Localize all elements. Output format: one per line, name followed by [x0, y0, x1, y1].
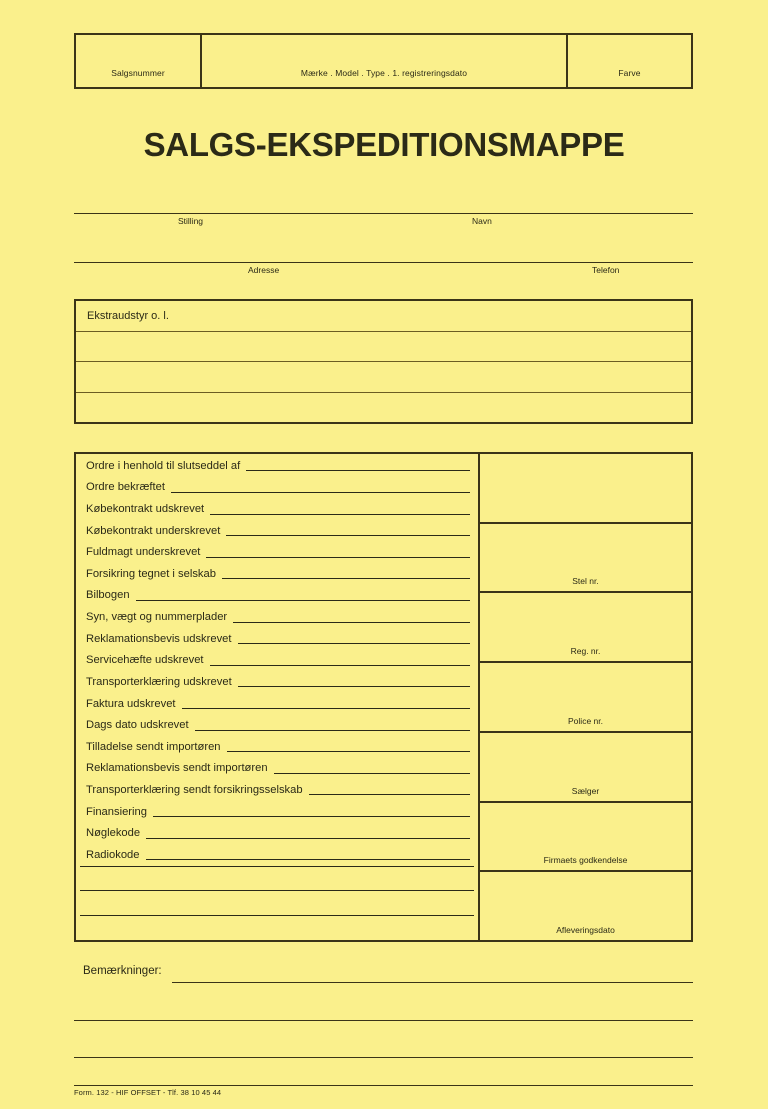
checklist-row[interactable]: [76, 628, 478, 650]
side-box[interactable]: [480, 803, 691, 873]
side-box[interactable]: [480, 524, 691, 594]
header-cell-salgsnummer[interactable]: [76, 35, 202, 87]
side-box[interactable]: [480, 733, 691, 803]
checklist-row-writeline[interactable]: [274, 763, 470, 774]
side-box-label: Police nr.: [568, 715, 603, 726]
checklist-row-writeline[interactable]: [238, 676, 470, 687]
checklist-row-label: Nøglekode: [86, 827, 141, 840]
checklist-row[interactable]: [76, 563, 478, 585]
checklist-row-label: Fuldmagt underskrevet: [86, 546, 201, 559]
field-line-adresse-telefon[interactable]: [74, 262, 693, 263]
checklist-row[interactable]: [76, 541, 478, 563]
field-caption-navn: Navn: [472, 216, 492, 226]
checklist-row-writeline[interactable]: [153, 806, 470, 817]
checklist-row-label: Købekontrakt udskrevet: [86, 503, 205, 516]
checklist-row-label: Radiokode: [86, 848, 140, 861]
checklist-row-writeline[interactable]: [309, 784, 470, 795]
field-line-stilling-navn[interactable]: [74, 213, 693, 214]
checklist-row-writeline[interactable]: [206, 547, 470, 558]
side-box[interactable]: [480, 663, 691, 733]
checklist-blank-rows: [76, 866, 478, 940]
header-strip: [74, 33, 693, 89]
extras-row[interactable]: [76, 362, 691, 393]
extras-row-label: Ekstraudstyr o. l.: [87, 309, 169, 322]
checklist-row[interactable]: [76, 671, 478, 693]
checklist-row-writeline[interactable]: [226, 525, 470, 536]
checklist-row[interactable]: [76, 822, 478, 844]
checklist-row-label: Reklamationsbevis sendt importøren: [86, 762, 268, 775]
checklist-row-writeline[interactable]: [233, 612, 470, 623]
checklist-row-writeline[interactable]: [210, 655, 470, 666]
checklist-blank-row[interactable]: [80, 866, 474, 891]
side-box-label: Afleveringsdato: [556, 925, 615, 936]
side-box-label: Firmaets godkendelse: [543, 855, 628, 866]
checklist-row-writeline[interactable]: [146, 849, 471, 860]
field-caption-telefon: Telefon: [592, 265, 620, 275]
header-label-salgsnummer: Salgsnummer: [111, 68, 165, 78]
checklist-row-writeline[interactable]: [222, 568, 470, 579]
checklist-row[interactable]: [76, 714, 478, 736]
checklist-row-label: Transporterklæring udskrevet: [86, 675, 232, 688]
side-boxes-column: [480, 454, 691, 940]
checklist-row-label: Bilbogen: [86, 589, 130, 602]
remarks-line[interactable]: [74, 1020, 693, 1021]
header-cell-farve[interactable]: [568, 35, 691, 87]
checklist-row[interactable]: [76, 606, 478, 628]
checklist-row[interactable]: [76, 520, 478, 542]
checklist-row-writeline[interactable]: [136, 590, 470, 601]
header-cell-vehicle[interactable]: [202, 35, 568, 87]
checklist-row-writeline[interactable]: [246, 460, 470, 471]
main-table: [74, 452, 693, 942]
form-footer-note: Form. 132 - HIF OFFSET - Tlf. 38 10 45 44: [74, 1088, 222, 1097]
checklist-row[interactable]: [76, 585, 478, 607]
checklist-row-label: Ordre i henhold til slutseddel af: [86, 459, 241, 472]
checklist-row[interactable]: [76, 477, 478, 499]
checklist-row[interactable]: [76, 649, 478, 671]
checklist-row-writeline[interactable]: [238, 633, 470, 644]
side-box-label: Sælger: [571, 785, 600, 796]
checklist-row-writeline[interactable]: [171, 482, 470, 493]
checklist-row[interactable]: [76, 455, 478, 477]
remarks-line[interactable]: [74, 1057, 693, 1058]
checklist-row-writeline[interactable]: [210, 504, 470, 515]
field-caption-adresse: Adresse: [248, 265, 280, 275]
side-box[interactable]: [480, 872, 691, 940]
checklist-row-label: Syn, vægt og nummerplader: [86, 611, 228, 624]
checklist-row-label: Reklamationsbevis udskrevet: [86, 632, 232, 645]
checklist-row-label: Købekontrakt underskrevet: [86, 524, 221, 537]
checklist-row-writeline[interactable]: [195, 720, 470, 731]
extras-row[interactable]: [76, 393, 691, 423]
checklist-row[interactable]: [76, 779, 478, 801]
checklist-blank-row[interactable]: [80, 890, 474, 915]
checklist-row[interactable]: [76, 736, 478, 758]
extras-row[interactable]: [76, 301, 691, 332]
checklist-row[interactable]: [76, 498, 478, 520]
checklist-blank-row[interactable]: [80, 915, 474, 940]
checklist-row[interactable]: [76, 758, 478, 780]
remarks-line[interactable]: [172, 982, 693, 983]
remarks-label: Bemærkninger:: [83, 965, 162, 977]
checklist-row-label: Servicehæfte udskrevet: [86, 654, 204, 667]
checklist-row-label: Ordre bekræftet: [86, 481, 165, 494]
side-box[interactable]: [480, 454, 691, 524]
checklist-row[interactable]: [76, 801, 478, 823]
extras-row[interactable]: [76, 332, 691, 363]
side-box[interactable]: [480, 593, 691, 663]
checklist-row-writeline[interactable]: [146, 828, 470, 839]
checklist-row-label: Transporterklæring sendt forsikringsselskab: [86, 783, 303, 796]
checklist-row[interactable]: [76, 693, 478, 715]
checklist-row-label: Faktura udskrevet: [86, 697, 176, 710]
page-title: SALGS-EKSPEDITIONSMAPPE: [143, 126, 625, 163]
side-box-label: Stel nr.: [572, 576, 599, 587]
checklist-row-label: Finansiering: [86, 805, 147, 818]
remarks-bottom-rule: [74, 1085, 693, 1086]
checklist-row-label: Dags dato udskrevet: [86, 719, 189, 732]
checklist-column: [76, 454, 480, 940]
checklist-row-writeline[interactable]: [227, 741, 470, 752]
side-box-label: Reg. nr.: [570, 646, 601, 657]
checklist-row[interactable]: [76, 844, 478, 866]
checklist-row-label: Tilladelse sendt importøren: [86, 740, 221, 753]
extras-box: [74, 299, 693, 424]
checklist-row-writeline[interactable]: [182, 698, 470, 709]
field-caption-stilling: Stilling: [178, 216, 204, 226]
checklist-row-label: Forsikring tegnet i selskab: [86, 567, 216, 580]
header-label-vehicle: Mærke . Model . Type . 1. registreringsdato: [300, 68, 468, 78]
header-label-farve: Farve: [618, 68, 641, 78]
